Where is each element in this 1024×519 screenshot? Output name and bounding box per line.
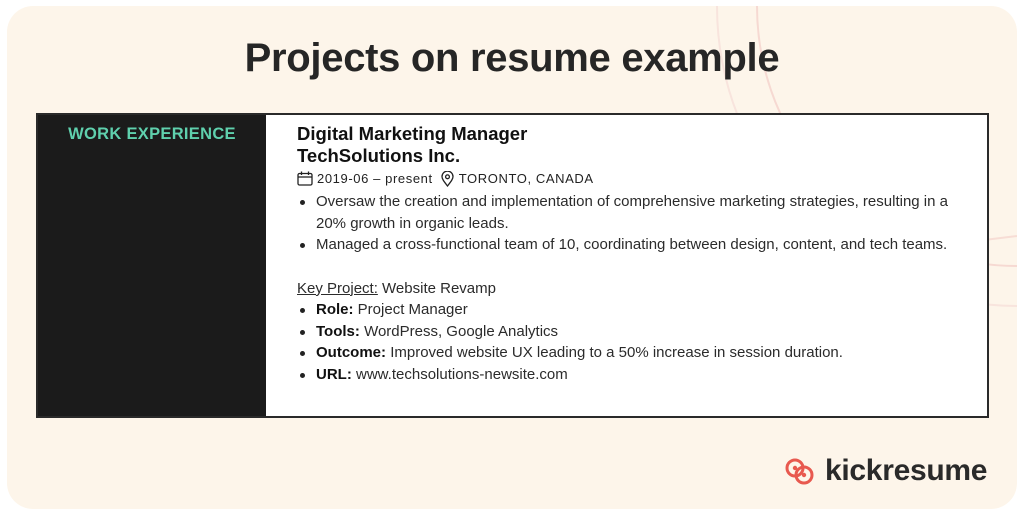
list-item bbox=[297, 321, 967, 343]
job-location: TORONTO, CANADA bbox=[458, 171, 594, 186]
brand-logo bbox=[783, 454, 987, 488]
list-item: Managed a cross-functional team of 10, coordinating between design, content, and tech teams. bbox=[297, 234, 967, 256]
job-dates: 2019-06 – present bbox=[317, 171, 433, 186]
location-pin-icon bbox=[441, 171, 454, 187]
job-bullets bbox=[297, 191, 967, 256]
section-label: WORK EXPERIENCE bbox=[68, 125, 236, 143]
resume-sidebar bbox=[38, 115, 266, 416]
key-project-name: Website Revamp bbox=[382, 279, 496, 297]
list-item: Oversaw the creation and implementation of comprehensive marketing strategies, resulting in a 20% growth in organic leads. bbox=[297, 191, 967, 234]
key-project-label: Key Project: bbox=[297, 279, 378, 297]
list-item bbox=[297, 299, 967, 321]
brand-name: kickresume bbox=[825, 454, 988, 487]
infographic-card bbox=[7, 6, 1017, 509]
job-title: Digital Marketing Manager bbox=[297, 123, 528, 144]
list-item bbox=[297, 364, 967, 386]
detail-label: Tools: bbox=[316, 322, 360, 340]
resume-excerpt bbox=[36, 113, 989, 418]
list-item bbox=[297, 342, 967, 364]
kickresume-logo-icon bbox=[783, 454, 817, 488]
key-project-heading bbox=[297, 278, 967, 300]
detail-label: Role: bbox=[316, 301, 354, 318]
job-meta bbox=[297, 170, 967, 187]
page-title: Projects on resume example bbox=[244, 36, 780, 80]
detail-value: Improved website UX leading to a 50% increase in session duration. bbox=[390, 344, 843, 361]
detail-value: WordPress, Google Analytics bbox=[364, 322, 559, 340]
company-name: TechSolutions Inc. bbox=[297, 145, 461, 166]
detail-value: www.techsolutions-newsite.com bbox=[356, 365, 568, 383]
detail-label: Outcome: bbox=[316, 344, 387, 361]
detail-label: URL: bbox=[316, 365, 352, 383]
detail-value: Project Manager bbox=[357, 301, 468, 318]
calendar-icon bbox=[297, 171, 313, 186]
key-project-details bbox=[297, 299, 967, 385]
resume-content bbox=[266, 115, 987, 416]
